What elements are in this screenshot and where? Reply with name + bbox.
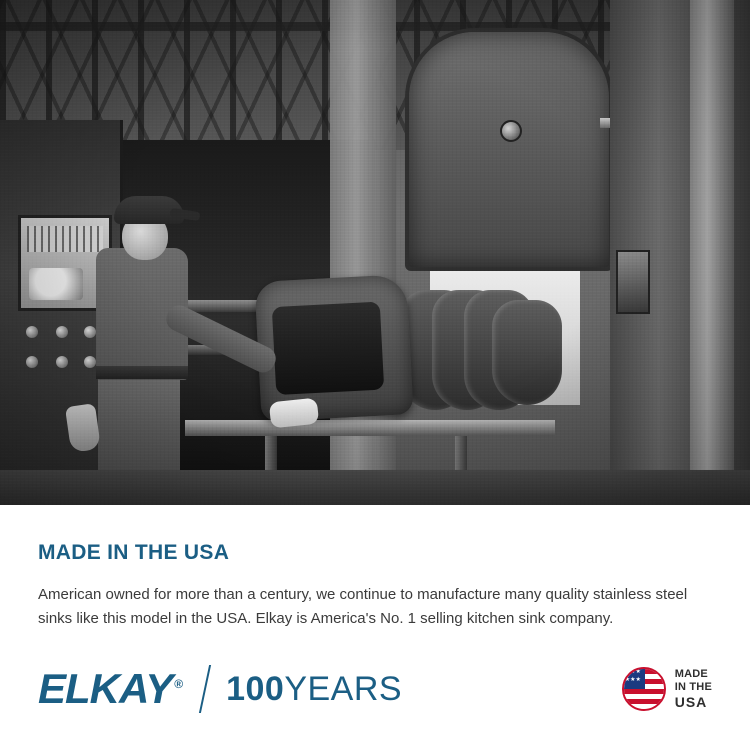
control-knobs [22,320,102,380]
worker-cap [114,196,184,224]
footer [0,628,750,750]
worker-belt [96,366,188,379]
anniversary-number: 100 [226,670,285,708]
elkay-wordmark [38,665,188,713]
furnace-door [405,28,613,271]
flag-canton [624,669,645,689]
elkay-wordmark-text: ELKAY [38,665,173,712]
knob [84,356,96,368]
badge-line-3: USA [674,693,708,710]
factory-floor [0,470,750,505]
sink-blank [492,300,562,405]
badge-line-2: IN THE [674,680,712,693]
page-title: MADE IN THE USA [38,541,230,564]
knob [56,356,68,368]
registered-trademark-icon: ® [174,677,183,691]
right-pillar [690,0,734,505]
badge-line-1: MADE [674,668,708,681]
made-in-usa-badge [622,667,712,711]
knob [26,326,38,338]
made-in-usa-text [675,668,712,709]
elkay-logo-lockup [38,665,402,713]
body-paragraph: American owned for more than a century, we continue to manufacture many quality stainless steel sinks like this model in the USA. Elkay is America's No. 1 selling kitchen sink company. [38,586,688,628]
knob [26,356,38,368]
stainless-sink [254,274,413,422]
text-content [0,505,750,632]
worker-hand [269,398,319,429]
work-table [185,420,555,436]
right-wall-panel [616,250,650,314]
anniversary-word: YEARS [284,670,403,708]
knob [84,326,96,338]
logo-divider [199,665,211,713]
knob [56,326,68,338]
anniversary-mark [226,672,402,706]
usa-flag-circle-icon [622,667,666,711]
